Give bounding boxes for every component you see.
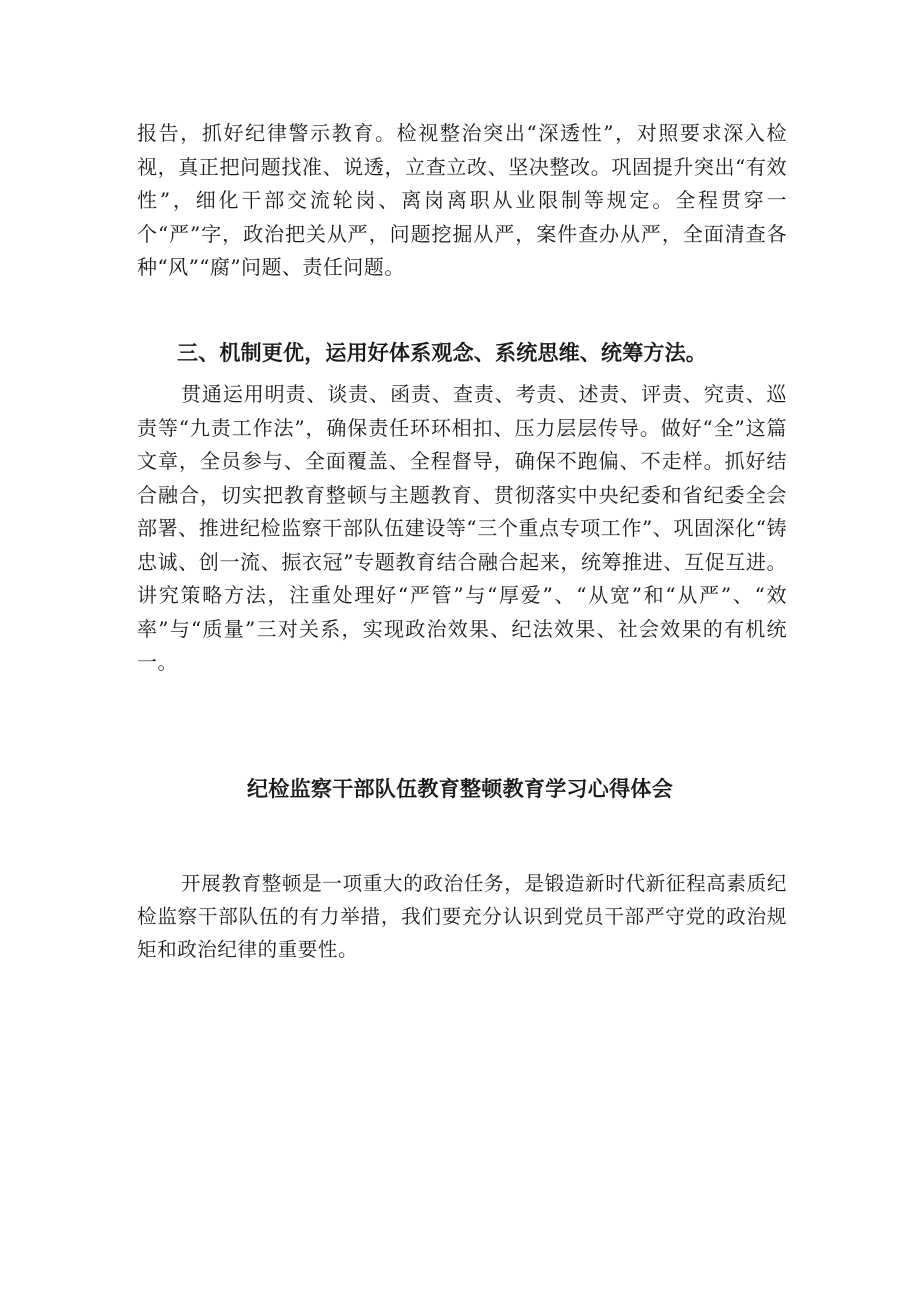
continuation-paragraph: 报告，抓好纪律警示教育。检视整治突出“深透性”，对照要求深入检视，真正把问题找准、说透，立查立改、坚决整改。巩固提升突出“有效性”，细化干部交流轮岗、离岗离职从业限制等规定。全程贯穿一个“严”字，政治把关从严，问题挖掘从严，案件查办从严，全面清查各种“风”“腐”问题、责任问题。 xyxy=(137,121,787,279)
section-heading: 三、机制更优，运用好体系观念、系统思维、统筹方法。 xyxy=(177,341,707,365)
article-title: 纪检监察干部队伍教育整顿教育学习心得体会 xyxy=(247,777,673,801)
section-paragraph: 贯通运用明责、谈责、函责、查责、考责、述责、评责、究责、巡责等“九责工作法”，确保责任环环相扣、压力层层传导。做好“全”这篇文章，全员参与、全面覆盖、全程督导，确保不跑偏、不走样。抓好结合融合，切实把教育整顿与主题教育、贯彻落实中央纪委和省纪委全会部署、推进纪检监察干部队伍建设等“三个重点专项工作”、巩固深化“铸忠诚、创一流、振衣冠”专题教育结合融合起来，统筹推进、互促互进。讲究策略方法，注重处理好“严管”与“厚爱”、“从宽”和“从严”、“效率”与“质量”三对关系，实现政治效果、纪法效果、社会效果的有机统一。 xyxy=(137,382,787,674)
intro-paragraph: 开展教育整顿是一项重大的政治任务，是锻造新时代新征程高素质纪检监察干部队伍的有力举措，我们要充分认识到党员干部严守党的政治规矩和政治纪律的重要性。 xyxy=(137,872,787,961)
